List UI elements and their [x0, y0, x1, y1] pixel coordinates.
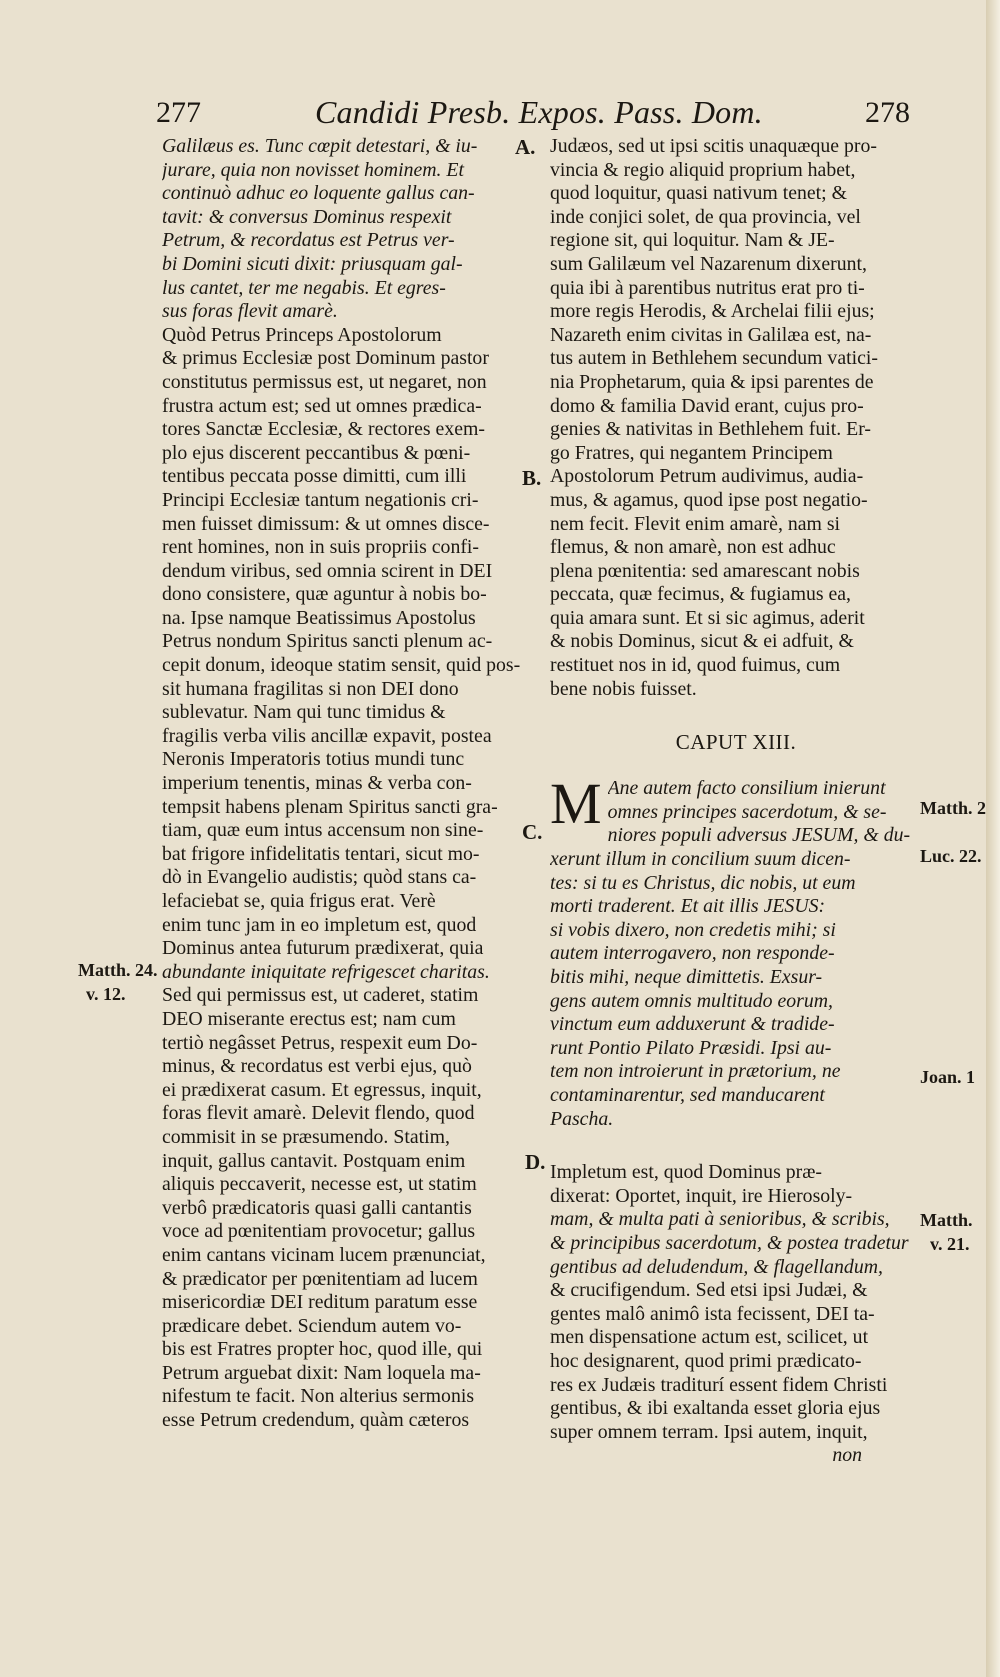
text-line: genies & nativitas in Bethlehem fuit. Er- [550, 418, 871, 441]
text-line: tertiò negâsset Petrus, respexit eum Do- [162, 1031, 478, 1054]
text-line: tempsit habens plenam Spiritus sancti gra- [162, 795, 498, 818]
text-line: mus, & agamus, quod ipse post negatio- [550, 488, 868, 511]
text-line: abundante iniquitate refrigescet charitas. [162, 960, 490, 983]
running-title: Candidi Presb. Expos. Pass. Dom. [315, 94, 763, 130]
text-line: enim tunc jam in eo impletum est, quod [162, 913, 477, 936]
text-line: go Fratres, qui negantem Principem [550, 441, 833, 464]
text-line: & nobis Dominus, sicut & ei adfuit, & [550, 630, 854, 653]
section-marker-c: C. [522, 820, 543, 844]
text-line: peccata, quæ fecimus, & fugiamus ea, [550, 583, 852, 606]
drop-cap: M [550, 771, 602, 837]
section-marker-d: D. [525, 1150, 546, 1174]
text-line: nifestum te facit. Non alterius sermonis [162, 1385, 475, 1408]
text-line: Galilæus es. Tunc cœpit detestari, & iu- [162, 135, 478, 157]
text-line: plena pœnitentia: sed amarescant nobis [550, 559, 860, 582]
text-line: runt Pontio Pilato Præsidi. Ipsi au- [550, 1036, 832, 1059]
text-line: prædicare debet. Sciendum autem vo- [162, 1314, 462, 1337]
text-line: lefaciebat se, quia frigus erat. Verè [162, 890, 436, 912]
text-line: tem non introierunt in prætorium, ne [550, 1060, 841, 1083]
text-line: gentibus ad deludendum, & flagellandum, [550, 1255, 883, 1278]
text-line: bi Domini sicuti dixit: priusquam gal- [162, 252, 463, 275]
section-marker-b: B. [522, 466, 542, 490]
text-line: bat frigore infidelitatis tentari, sicut mo- [162, 842, 480, 865]
margin-note-matth-right-2-verse: v. 21. [930, 1234, 970, 1254]
text-line: niores populi adversus JESUM, & du- [607, 824, 911, 847]
text-line: & principibus sacerdotum, & postea tradetur [550, 1231, 909, 1254]
text-line: omnes principes sacerdotum, & se- [607, 800, 887, 823]
text-line: constitutus permissus est, ut negaret, non [162, 370, 487, 393]
text-line: Sed qui permissus est, ut caderet, statim [162, 984, 479, 1007]
text-line: tus autem in Bethlehem secundum vatici- [550, 347, 878, 370]
text-line: xerunt illum in concilium suum dicen- [550, 848, 851, 871]
text-line: inquit, gallus cantavit. Postquam enim [162, 1149, 466, 1172]
text-line: misericordiæ DEI reditum paratum esse [162, 1291, 478, 1314]
text-line: contaminarentur, sed manducarent [550, 1083, 825, 1106]
text-line: morti traderent. Et ait illis JESUS: [550, 895, 826, 918]
text-line: gentibus, & ibi exaltanda esset gloria ejus [550, 1397, 881, 1420]
page-header [150, 92, 910, 136]
text-line: sublevatur. Nam qui tunc timidus & [162, 701, 446, 724]
text-line: Ane autem facto consilium inierunt [607, 777, 886, 800]
text-line: quod loquitur, quasi nativum tenet; & [550, 182, 847, 205]
text-line: si vobis dixero, non credetis mihi; si [550, 918, 836, 941]
text-line: plo ejus discerent peccantibus & pœni- [162, 441, 471, 464]
margin-note-matth-24: Matth. 24. [78, 960, 158, 980]
text-line: Pascha. [550, 1107, 614, 1130]
text-line: aliquis peccaverit, necesse est, ut statim [162, 1173, 477, 1196]
text-line: men dispensatione actum est, scilicet, ut [550, 1326, 869, 1349]
text-line: & crucifigendum. Sed etsi ipsi Judæi, & [550, 1279, 868, 1302]
text-line: verbô prædicatoris quasi galli cantantis [162, 1196, 472, 1219]
text-line: imperium tenentis, minas & verba con- [162, 772, 472, 795]
text-line: & prædicator per pœnitentiam ad lucem [162, 1267, 478, 1290]
text-line: quia amara sunt. Et si sic agimus, aderit [550, 606, 865, 629]
right-column [550, 135, 922, 1468]
text-line: esse Petrum credendum, quàm cæteros [162, 1409, 470, 1432]
text-line: inde conjici solet, de qua provincia, vel [550, 205, 861, 228]
text-line: more regis Herodis, & Archelai filii ejus; [550, 300, 875, 323]
text-line: res ex Judæis traditurí essent fidem Christi [550, 1373, 888, 1396]
left-column [162, 135, 544, 1433]
text-line: Petrum, & recordatus est Petrus ver- [162, 229, 455, 252]
chapter-heading: CAPUT XIII. [675, 730, 797, 755]
text-line: men fuisset dimissum: & ut omnes disce- [162, 512, 490, 535]
text-line: tores Sanctæ Ecclesiæ, & rectores exem- [162, 418, 485, 441]
text-line: dendum viribus, sed omnia scirent in DEI [162, 559, 493, 582]
text-line: flemus, & non amarè, non est adhuc [550, 536, 836, 559]
margin-note-joan: Joan. 1 [920, 1067, 976, 1087]
text-line: dò in Evangelio audistis; quòd stans ca- [162, 866, 477, 889]
text-line: tavit: & conversus Dominus respexit [162, 205, 452, 228]
text-line: restituet nos in id, quod fuimus, cum [550, 654, 841, 677]
text-line: autem interrogavero, non responde- [550, 942, 835, 965]
text-line: Neronis Imperatoris totius mundi tunc [162, 748, 465, 771]
text-line: nem fecit. Flevit enim amarè, nam si [550, 512, 841, 535]
text-line: foras flevit amarè. Delevit flendo, quod [162, 1102, 475, 1125]
text-line: vinctum eum adduxerunt & tradide- [550, 1013, 835, 1036]
text-line: & primus Ecclesiæ post Dominum pastor [162, 347, 489, 370]
text-line: Principi Ecclesiæ tantum negationis cri- [162, 488, 479, 511]
text-line: Judæos, sed ut ipsi scitis unaquæque pro- [550, 135, 877, 157]
text-line: jurare, quia non novisset hominem. Et [162, 158, 465, 181]
text-line: mam, & multa pati à senioribus, & scribis, [550, 1208, 890, 1231]
page-edge [986, 0, 1000, 1677]
text-line: domo & familia David erant, cujus pro- [550, 394, 864, 417]
margin-note-matth-right-1: Matth. 2 [920, 798, 986, 818]
text-line: Apostolorum Petrum audivimus, audia- [550, 465, 864, 488]
text-line: sus foras flevit amarè. [162, 300, 338, 323]
text-line: cepit donum, ideoque statim sensit, quid pos- [162, 654, 521, 677]
text-line: Quòd Petrus Princeps Apostolorum [162, 323, 442, 346]
text-line: ei prædixerat casum. Et egressus, inquit, [162, 1078, 482, 1101]
margin-note-matth-24-verse: v. 12. [86, 984, 126, 1004]
text-line: sit humana fragilitas si non DEI dono [162, 677, 459, 700]
text-line: gentes malô animô ista fecissent, DEI ta- [550, 1302, 875, 1325]
page-number-right: 278 [865, 96, 910, 129]
text-line: voce ad pœnitentiam provocetur; gallus [162, 1220, 476, 1243]
text-line: enim cantans vicinam lucem prænunciat, [162, 1243, 486, 1266]
text-line: super omnem terram. Ipsi autem, inquit, [550, 1420, 868, 1443]
catchword: non [832, 1444, 862, 1467]
text-line: na. Ipse namque Beatissimus Apostolus [162, 606, 476, 629]
section-marker-a: A. [515, 135, 536, 159]
text-line: Dominus antea futurum prædixerat, quia [162, 937, 484, 960]
text-line: tiam, quæ eum intus accensum non sine- [162, 819, 484, 842]
text-line: vincia & regio aliquid proprium habet, [550, 158, 856, 181]
page-number-left: 277 [156, 96, 201, 129]
text-line: fragilis verba vilis ancillæ expavit, postea [162, 724, 492, 747]
text-line: dono consistere, quæ aguntur à nobis bo- [162, 583, 487, 606]
text-line: tentibus peccata posse dimitti, cum illi [162, 465, 467, 488]
text-line: nia Prophetarum, quia & ipsi parentes de [550, 370, 874, 393]
right-column-text [550, 135, 922, 701]
text-line: dixerat: Oportet, inquit, ire Hierosoly- [550, 1184, 853, 1207]
text-line: bis est Fratres propter hoc, quod ille, qui [162, 1338, 483, 1361]
scripture-passage [550, 771, 922, 1131]
text-line: gens autem omnis multitudo eorum, [550, 989, 833, 1012]
text-line: rent homines, non in suis propriis confi- [162, 536, 480, 559]
text-line: sum Galilæum vel Nazarenum dixerunt, [550, 252, 867, 275]
text-line: commisit in se præsumendo. Statim, [162, 1125, 450, 1148]
text-line: bitis mihi, neque dimittetis. Exsur- [550, 966, 823, 988]
commentary-text [550, 1161, 922, 1444]
margin-note-luc-22: Luc. 22. [920, 846, 982, 866]
text-line: Impletum est, quod Dominus præ- [550, 1161, 822, 1184]
text-line: hoc designarent, quod primi prædicato- [550, 1349, 862, 1372]
text-line: tes: si tu es Christus, dic nobis, ut eum [550, 871, 856, 894]
text-line: regione sit, qui loquitur. Nam & JE- [550, 229, 835, 252]
text-line: quia ibi à parentibus nutritus erat pro ti- [550, 276, 865, 299]
text-line: DEO miserante erectus est; nam cum [162, 1007, 456, 1030]
text-line: Petrus nondum Spiritus sancti plenum ac- [162, 630, 493, 653]
text-line: frustra actum est; sed ut omnes prædica- [162, 394, 482, 417]
text-line: continuò adhuc eo loquente gallus can- [162, 182, 475, 205]
text-line: Nazareth enim civitas in Galilæa est, na- [550, 323, 872, 346]
text-line: Petrum arguebat dixit: Nam loquela ma- [162, 1361, 481, 1384]
margin-note-matth-right-2: Matth. [920, 1210, 973, 1230]
text-line: bene nobis fuisset. [550, 677, 697, 700]
text-line: lus cantet, ter me negabis. Et egres- [162, 276, 446, 299]
text-line: minus, & recordatus est verbi ejus, quò [162, 1055, 472, 1078]
